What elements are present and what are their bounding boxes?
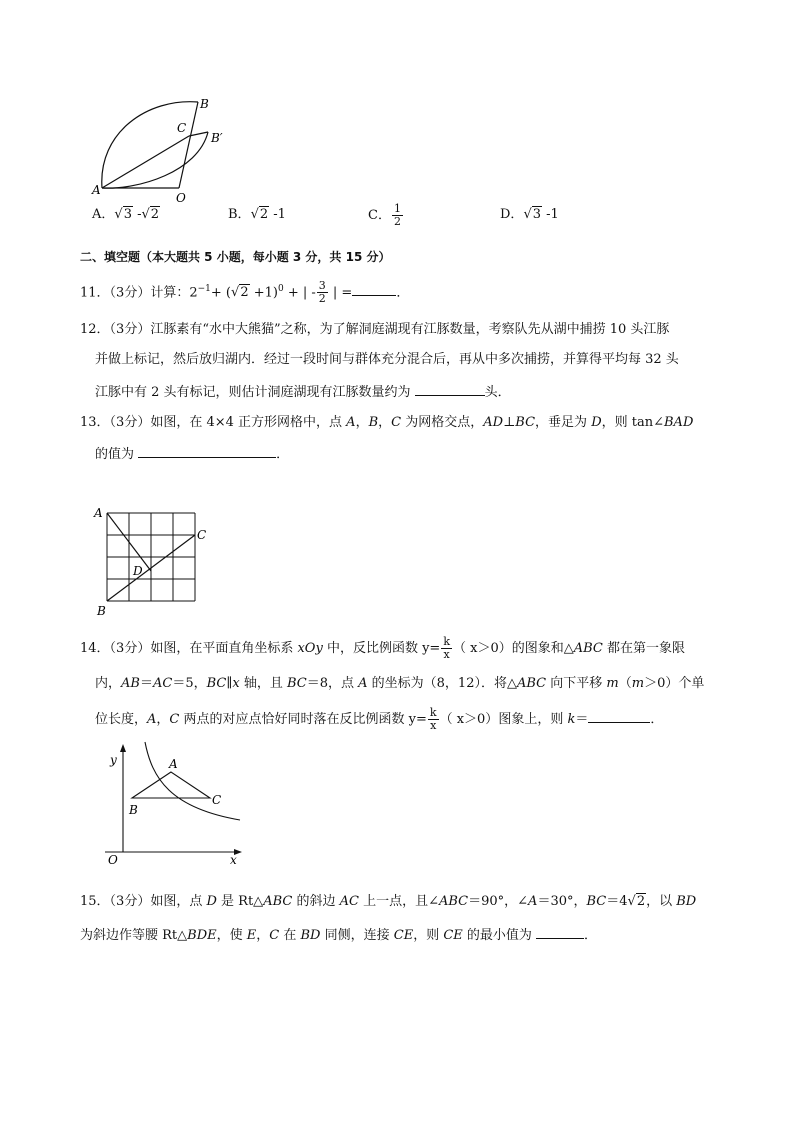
q12-answer-blank[interactable] [415, 381, 485, 396]
q10-option-d[interactable]: D．√3 -1 [500, 207, 559, 222]
q10-option-b[interactable]: B．√2 -1 [228, 207, 286, 222]
label-A: A [92, 183, 101, 197]
label-C: C [212, 793, 222, 807]
label-x: x [230, 853, 237, 866]
label-Bprime: B′ [211, 131, 223, 145]
segment-AC [102, 136, 189, 188]
q15-answer-blank[interactable] [536, 924, 584, 939]
q12-line2: 并做上标记，然后放归湖内．经过一段时间与群体充分混合后，再从中多次捕捞，并算得平均每 32 头 [95, 352, 679, 367]
q15-line2: 为斜边作等腰 Rt△BDE，使 E，C 在 BD 同侧，连接 CE，则 CE 的最小值为 ． [80, 924, 597, 946]
label-A: A [94, 506, 103, 520]
label-B: B [97, 604, 106, 617]
section-2-title: 二、填空题（本大题共 5 小题，每小题 3 分，共 15 分） [80, 250, 391, 264]
label-O: O [176, 191, 186, 202]
q12-line1: 12．（3分）江豚素有“水中大熊猫”之称，为了解洞庭湖现有江豚数量，考察队先从湖中捕捞 10 头江豚 [80, 322, 670, 337]
label-B: B [129, 803, 138, 817]
q14-answer-blank[interactable] [588, 708, 650, 723]
q14-line1: 14．（3分）如图，在平面直角坐标系 xOy 中，反比例函数 y= $\frac{k}{x}$ （ x＞0）的图象和△ABC 都在第一象限 [80, 635, 686, 661]
label-y: y [110, 753, 117, 767]
q15-line1: 15．（3分）如图，点 D 是 Rt△ABC 的斜边 AC 上一点，且∠ABC＝90°，∠A＝30°，BC＝4√2，以 BD [80, 894, 697, 909]
figure-q13-grid [92, 505, 222, 617]
label-D: D [133, 564, 143, 578]
label-O: O [108, 853, 118, 866]
figure-q10 [88, 92, 248, 202]
segment-OB [179, 102, 198, 188]
label-C: C [177, 121, 187, 135]
q14-line2: 内，AB＝AC＝5，BC∥x 轴，且 BC＝8，点 A 的坐标为（8，12）．将△ABC 向下平移 m（m＞0）个单 [95, 676, 705, 691]
arc-inner [102, 132, 208, 188]
label-B: B [200, 97, 209, 111]
arc-outer [102, 102, 198, 188]
label-C: C [197, 528, 207, 542]
q11-answer-blank[interactable] [352, 281, 396, 296]
q12-line3: 江豚中有 2 头有标记，则估计洞庭湖现有江豚数量约为 头． [95, 381, 511, 403]
hyperbola [145, 742, 240, 820]
q10-option-c[interactable]: C． $\frac{1}{2}$ [368, 202, 401, 228]
q10-option-a[interactable]: A．√3 -√2 [92, 207, 160, 222]
y-axis-arrow [120, 744, 126, 752]
q11: 11．（3分）计算：$2^{-1}+ (√2 +1)^0$ + | - $\frac{3}{2}$ | = ． [80, 279, 410, 306]
figure-q14 [100, 738, 260, 866]
q13-line1: 13．（3分）如图，在 4×4 正方形网格中，点 A，B，C 为网格交点，AD⊥BC，垂足为 D，则 tan∠BAD [80, 415, 694, 430]
label-A: A [169, 757, 178, 771]
q13-answer-blank[interactable] [138, 443, 276, 458]
q14-line3: 位长度，A，C 两点的对应点恰好同时落在反比例函数 y= $\frac{k}{x}$ （ x＞0）图象上，则 k＝ ． [95, 706, 664, 732]
q13-line2: 的值为 ． [95, 443, 289, 465]
triangle-ABC [132, 772, 210, 798]
